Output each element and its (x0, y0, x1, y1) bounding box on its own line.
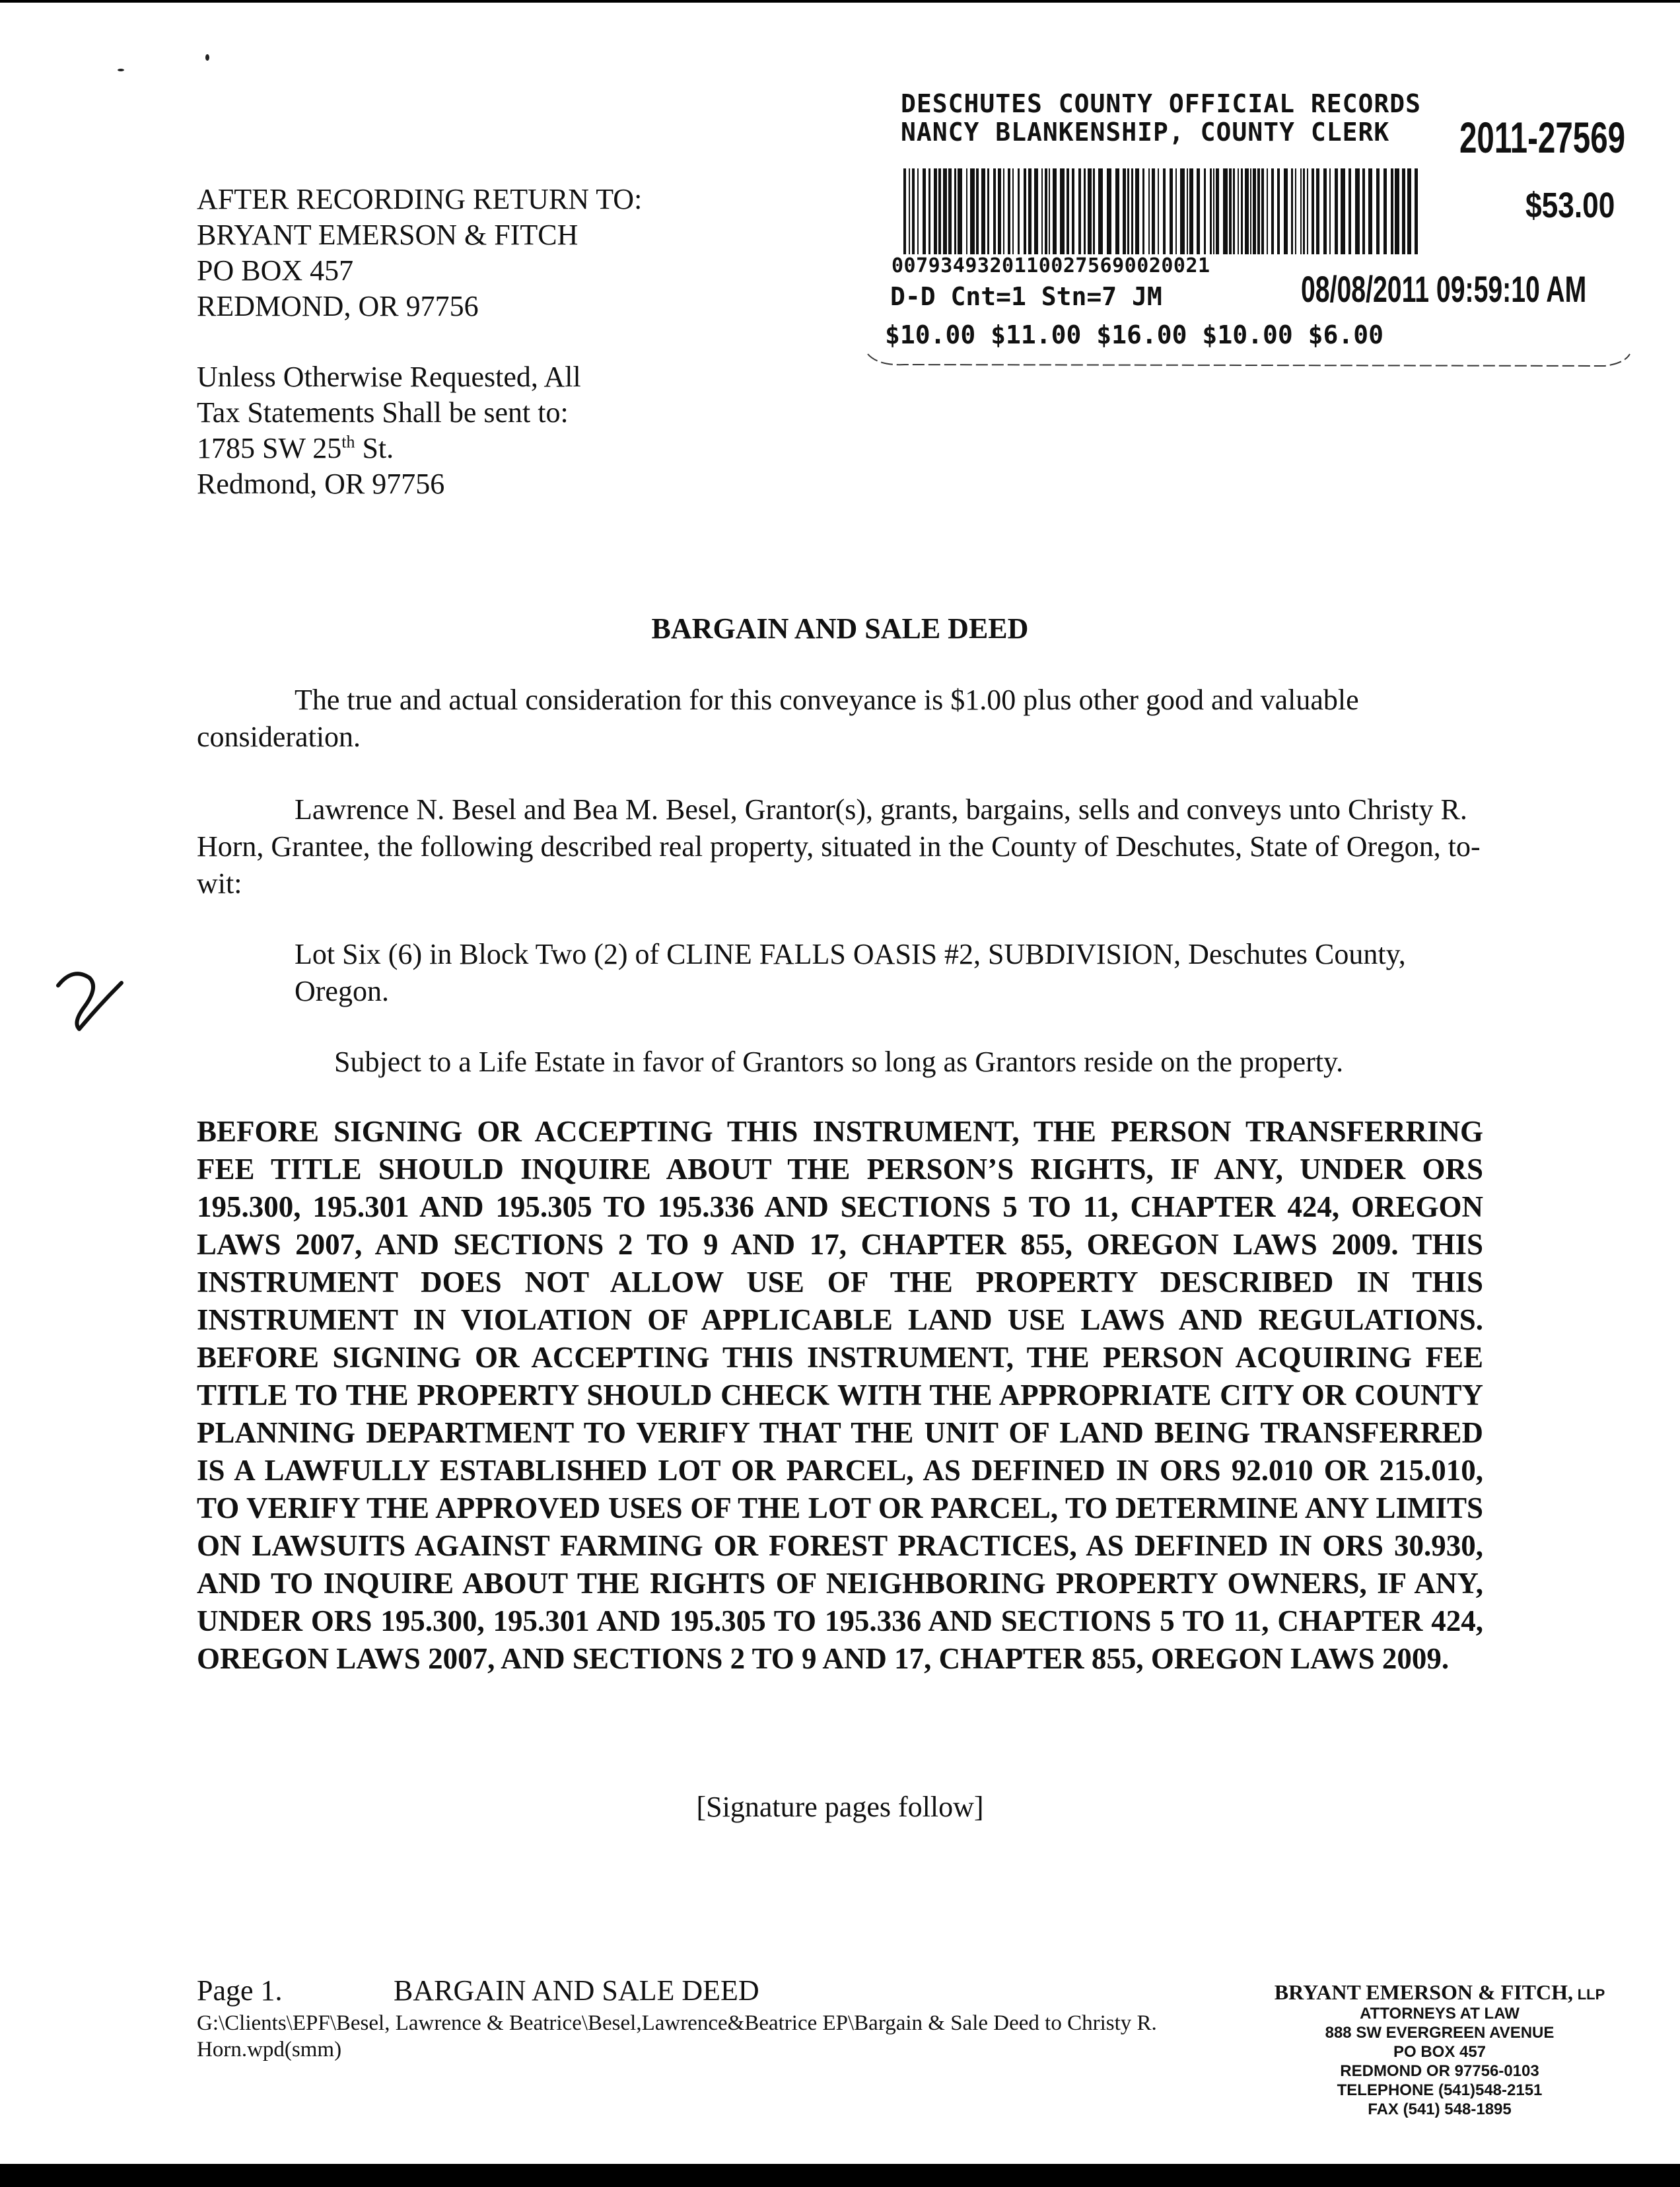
barcode-bar (1376, 168, 1380, 254)
barcode-bar (1238, 168, 1239, 254)
recorded-datetime: 08/08/2011 09:59:10 AM (1301, 268, 1587, 310)
barcode-bar (1210, 168, 1212, 254)
barcode-bar (912, 168, 915, 254)
barcode-bar (1312, 168, 1314, 254)
return-box: PO BOX 457 (197, 254, 354, 287)
barcode-bar (958, 168, 962, 254)
barcode-bar (938, 168, 941, 254)
barcode-bar (987, 168, 989, 254)
barcode-bar (1267, 168, 1268, 254)
scan-bottom-band (0, 2164, 1680, 2187)
tax-street-number: 1785 SW 25 (197, 432, 342, 464)
barcode-bar (1034, 168, 1038, 254)
scan-top-border (0, 0, 1680, 3)
barcode-bar (1284, 168, 1288, 254)
barcode-icon (902, 168, 1424, 254)
footer-page-number: Page 1. (197, 1974, 283, 2007)
barcode-bar (1348, 168, 1351, 254)
barcode-bar (1072, 168, 1074, 254)
tax-street (197, 431, 581, 466)
barcode-bar (1041, 168, 1043, 254)
barcode-bar (1241, 168, 1243, 254)
barcode-bar (943, 168, 947, 254)
firm-line-6: FAX (541) 548-1895 (1368, 2100, 1512, 2118)
barcode-bar (1131, 168, 1133, 254)
barcode-bar (1003, 168, 1004, 254)
firm-name: BRYANT EMERSON & FITCH, (1274, 1980, 1574, 2004)
barcode-bar (1049, 168, 1050, 254)
fee-total: $53.00 (1525, 186, 1615, 225)
barcode-bar (976, 168, 979, 254)
consideration-text: The true and actual consideration for this conveyance is $1.00 plus other good and valuable consideration. (197, 684, 1359, 753)
tax-line-2: Tax Statements Shall be sent to: (197, 396, 569, 429)
barcode-bar (1295, 168, 1296, 254)
barcode-bar (1407, 168, 1411, 254)
margin-mark-icon (53, 966, 125, 1038)
barcode-bar (1291, 168, 1293, 254)
barcode-bar (1362, 168, 1365, 254)
firm-line-4: REDMOND OR 97756-0103 (1340, 2062, 1539, 2080)
barcode-bar (1223, 168, 1228, 254)
conveyance-paragraph (197, 791, 1485, 902)
barcode-bar (1261, 168, 1264, 254)
barcode-bar (1257, 168, 1260, 254)
firm-line-5: TELEPHONE (541)548-2151 (1337, 2081, 1543, 2099)
barcode-bar (1415, 168, 1418, 254)
barcode-bar (1187, 168, 1188, 254)
barcode-bar (1115, 168, 1119, 254)
barcode-digits: 00793493201100275690020021 (892, 254, 1210, 277)
barcode-bar (1078, 168, 1081, 254)
barcode-bar (1383, 168, 1387, 254)
barcode-bar (948, 168, 952, 254)
firm-name-line (1242, 1980, 1638, 2004)
return-name: BRYANT EMERSON & FITCH (197, 219, 578, 251)
scan-speck (205, 54, 209, 61)
scan-speck (118, 69, 124, 71)
return-address-block (197, 182, 642, 324)
firm-line-2: 888 SW EVERGREEN AVENUE (1325, 2024, 1555, 2042)
barcode-bar (1277, 168, 1280, 254)
barcode-bar (1307, 168, 1308, 254)
barcode-bar (993, 168, 996, 254)
barcode-bar (917, 168, 919, 254)
barcode-bar (1175, 168, 1177, 254)
barcode-bar (1391, 168, 1393, 254)
barcode-bar (970, 168, 975, 254)
tax-street-end: St. (355, 432, 394, 464)
barcode-bar (1158, 168, 1159, 254)
tax-line-1: Unless Otherwise Requested, All (197, 361, 581, 393)
tax-city: Redmond, OR 97756 (197, 468, 445, 500)
barcode-bar (1271, 168, 1274, 254)
barcode-bar (998, 168, 1001, 254)
barcode-bar (981, 168, 985, 254)
barcode-bar (1323, 168, 1327, 254)
barcode-bar (1053, 168, 1057, 254)
statutory-notice: BEFORE SIGNING OR ACCEPTING THIS INSTRUMENT, THE PERSON TRANSFERRING FEE TITLE SHOULD INQUIRE ABOUT THE PERSON’S RIGHTS, IF ANY, UNDER ORS 195.300, 195.301 AND 195.305 TO 195.336 AND SECTIONS 5 TO 11, CHAPTER 424, OREGON LAWS 2007, AND SECTIONS 2 TO 9 AND 17, CHAPTER 855, OREGON LAWS 2009. THIS INSTRUMENT DOES NOT ALLOW USE OF THE PROPERTY DESCRIBED IN THIS INSTRUMENT IN VIOLATION OF APPLICABLE LAND USE LAWS AND REGULATIONS. BEFORE SIGNING OR ACCEPTING THIS INSTRUMENT, THE PERSON ACQUIRING FEE TITLE TO THE PROPERTY SHOULD CHECK WITH THE APPROPRIATE CITY OR COUNTY PLANNING DEPARTMENT TO VERIFY THAT THE UNIT OF LAND BEING TRANSFERRED IS A LAWFULLY ESTABLISHED LOT OR PARCEL, AS DEFINED IN ORS 92.010 OR 215.010, TO VERIFY THE APPROVED USES OF THE LOT OR PARCEL, TO DETERMINE ANY LIMITS ON LAWSUITS AGAINST FARMING OR FOREST PRACTICES, AS DEFINED IN ORS 30.930, AND TO INQUIRE ABOUT THE RIGHTS OF NEIGHBORING PROPERTY OWNERS, IF ANY, UNDER ORS 195.300, 195.301 AND 195.305 TO 195.336 AND SECTIONS 5 TO 11, CHAPTER 424, OREGON LAWS 2007, AND SECTIONS 2 TO 9 AND 17, CHAPTER 855, OREGON LAWS 2009. (197, 1115, 1483, 1675)
barcode-bar (1135, 168, 1139, 254)
barcode-bar (1300, 168, 1302, 254)
barcode-bar (1163, 168, 1166, 254)
stamp-codes: D-D Cnt=1 Stn=7 JM (890, 282, 1162, 311)
stamp-county-records: DESCHUTES COUNTY OFFICIAL RECORDS (901, 89, 1421, 118)
firm-line-1: ATTORNEYS AT LAW (1360, 2005, 1520, 2023)
return-heading: AFTER RECORDING RETURN TO: (197, 183, 643, 215)
life-estate-clause: Subject to a Life Estate in favor of Grantors so long as Grantors reside on the property. (334, 1046, 1344, 1078)
barcode-bar (1368, 168, 1372, 254)
tax-statement-block (197, 359, 581, 502)
barcode-bar (1152, 168, 1155, 254)
barcode-bar (1127, 168, 1129, 254)
barcode-bar (909, 168, 910, 254)
barcode-bar (1355, 168, 1360, 254)
barcode-bar (1170, 168, 1173, 254)
tax-street-suffix: th (341, 432, 355, 452)
footer-title: BARGAIN AND SALE DEED (394, 1974, 759, 2007)
barcode-bar (1303, 168, 1305, 254)
firm-letterhead (1242, 1980, 1638, 2119)
barcode-bar (954, 168, 956, 254)
consideration-paragraph (197, 682, 1485, 756)
signature-note: [Signature pages follow] (696, 1791, 984, 1823)
recording-stamp (885, 76, 1631, 386)
barcode-bar (1045, 168, 1047, 254)
barcode-bar (923, 168, 926, 254)
firm-suffix: LLP (1577, 1986, 1605, 2003)
barcode-bar (1098, 168, 1103, 254)
barcode-bar (1245, 168, 1249, 254)
barcode-bar (1189, 168, 1193, 254)
barcode-bar (1123, 168, 1126, 254)
barcode-bar (903, 168, 906, 254)
barcode-bar (1024, 168, 1026, 254)
conveyance-text: Lawrence N. Besel and Bea M. Besel, Grantor(s), grants, bargains, sells and conveys unto Christy R. Horn, Grantee, the following described real property, situated in the County of Deschutes, State of Oregon, to-wit: (197, 793, 1481, 900)
barcode-bar (928, 168, 930, 254)
barcode-bar (1335, 168, 1338, 254)
barcode-bar (1180, 168, 1185, 254)
barcode-bar (1250, 168, 1251, 254)
barcode-bar (1018, 168, 1020, 254)
deed-title: BARGAIN AND SALE DEED (651, 612, 1029, 645)
barcode-bar (1093, 168, 1095, 254)
stamp-fees: $10.00 $11.00 $16.00 $10.00 $6.00 (885, 320, 1383, 349)
barcode-bar (1148, 168, 1150, 254)
barcode-bar (966, 168, 967, 254)
firm-line-3: PO BOX 457 (1393, 2043, 1487, 2061)
barcode-bar (1012, 168, 1014, 254)
barcode-bar (1213, 168, 1214, 254)
stamp-county-clerk: NANCY BLANKENSHIP, COUNTY CLERK (901, 118, 1390, 147)
barcode-bar (1316, 168, 1319, 254)
footer-file-path: G:\Clients\EPF\Besel, Lawrence & Beatrice\Besel,Lawrence&Beatrice EP\Bargain & Sale Deed to Christy R. Horn.wpd(smm) (197, 2011, 1157, 2062)
return-city: REDMOND, OR 97756 (197, 290, 479, 322)
legal-description: Lot Six (6) in Block Two (2) of CLINE FALLS OASIS #2, SUBDIVISION, Deschutes County, Oregon. (295, 938, 1406, 1007)
barcode-bar (934, 168, 937, 254)
barcode-bar (1402, 168, 1405, 254)
barcode-bar (1329, 168, 1331, 254)
barcode-bar (1088, 168, 1092, 254)
barcode-bar (1229, 168, 1232, 254)
barcode-bar (1084, 168, 1086, 254)
barcode-bar (1008, 168, 1010, 254)
barcode-bar (1233, 168, 1235, 254)
barcode-bar (1216, 168, 1219, 254)
barcode-bar (1253, 168, 1256, 254)
barcode-bar (1028, 168, 1032, 254)
barcode-bar (1107, 168, 1111, 254)
stamp-dashed-rule (865, 351, 1631, 371)
barcode-bar (1060, 168, 1065, 254)
barcode-bar (1341, 168, 1345, 254)
barcode-bar (1204, 168, 1206, 254)
barcode-bar (1197, 168, 1200, 254)
barcode-bar (1395, 168, 1399, 254)
barcode-bar (1142, 168, 1144, 254)
barcode-bar (1067, 168, 1069, 254)
document-number: 2011-27569 (1459, 113, 1626, 162)
